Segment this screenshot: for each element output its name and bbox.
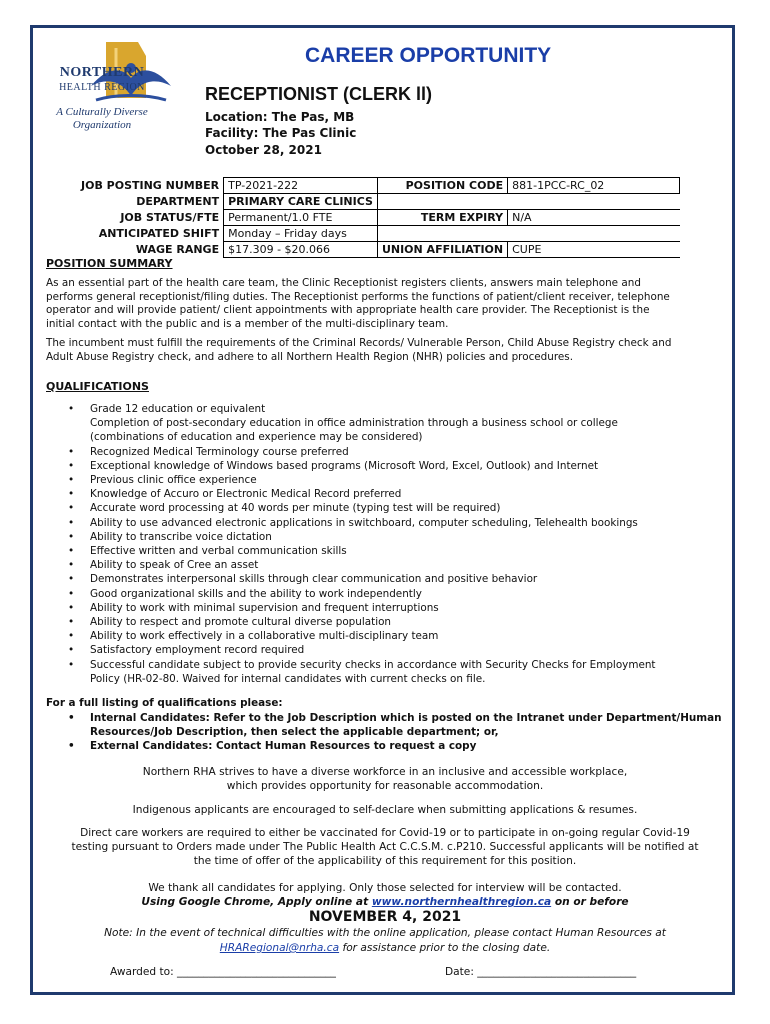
bullet-icon: • <box>68 587 75 600</box>
list-item: • Accurate word processing at 40 words per minute (typing test will be required) <box>68 502 501 515</box>
text-line: Northern RHA strives to have a diverse workforce in an inclusive and accessible workplace, <box>142 766 628 778</box>
bullet-icon: • <box>68 601 75 614</box>
posting-date: October 28, 2021 <box>205 143 322 157</box>
date-field: Date: ______________________________ <box>445 966 637 978</box>
job-posting-number-label: JOB POSTING NUMBER <box>81 179 220 192</box>
shift: Monday – Friday days <box>224 226 378 242</box>
full-listing-list <box>46 711 726 753</box>
term-expiry: N/A <box>508 210 680 226</box>
union: CUPE <box>508 242 680 258</box>
bullet-icon: • <box>68 445 75 458</box>
thanks-statement: We thank all candidates for applying. Only those selected for interview will be contacted. <box>148 882 622 894</box>
list-item: • Previous clinic office experience <box>68 474 257 487</box>
bullet-icon: • <box>68 530 75 543</box>
diversity-statement <box>40 765 730 793</box>
summary-paragraph-2 <box>46 337 726 364</box>
text-line: which provides opportunity for reasonable accommodation. <box>226 780 544 792</box>
bullet-icon: • <box>68 559 75 572</box>
list-item: • Effective written and verbal communication skills <box>68 545 347 558</box>
technical-note: Note: In the event of technical difficulties with the online application, please contact Human Resources at HRARegional@nrha.ca for assistance prior to the closing date. <box>40 926 730 956</box>
bullet-icon: • <box>68 545 75 558</box>
org-name: NORTHERN <box>59 65 145 80</box>
bullet-icon: • <box>68 644 75 657</box>
list-item: • Internal Candidates: Refer to the Job Description which is posted on the Intranet under Department/Human <box>68 712 722 724</box>
bullet-icon: • <box>68 573 75 586</box>
list-item: • Ability to speak of Cree an asset <box>68 559 259 572</box>
bullet-icon: • <box>68 740 75 752</box>
text-line: testing pursuant to Orders made under The Public Health Act C.C.S.M. c.P210. Successful applicants will be notified at <box>71 841 699 853</box>
qualifications-list <box>46 402 726 686</box>
qualifications-heading: QUALIFICATIONS <box>46 380 149 393</box>
shift-label: ANTICIPATED SHIFT <box>98 227 220 240</box>
text-line: Note: In the event of technical difficulties with the online application, please contact Human Resources at <box>104 927 666 939</box>
page-title: CAREER OPPORTUNITY <box>305 44 552 67</box>
awarded-to-field: Awarded to: ______________________________ <box>110 966 336 978</box>
department-label: DEPARTMENT <box>136 195 220 208</box>
bullet-icon: • <box>68 630 75 643</box>
list-item: • Recognized Medical Terminology course preferred <box>68 445 349 458</box>
bullet-icon: • <box>68 516 75 529</box>
text-line: operator and will provide patient/ client appointments with appropriate health care provider. The Receptionist is the <box>46 304 650 316</box>
list-item: • Successful candidate subject to provide security checks in accordance with Security Checks for Employment <box>68 658 656 671</box>
bullet-icon: • <box>68 712 75 724</box>
wage-range: $17.309 - $20.066 <box>224 242 378 258</box>
text-line: Adult Abuse Registry check, and adhere to all Northern Health Region (NHR) policies and procedures. <box>46 350 574 363</box>
wage-label: WAGE RANGE <box>135 243 220 256</box>
job-posting-number: TP-2021-222 <box>224 178 378 194</box>
facility: Facility: The Pas Clinic <box>205 126 357 140</box>
list-item: Resources/Job Description, then select the applicable department; or, <box>90 726 499 738</box>
job-status: Permanent/1.0 FTE <box>224 210 378 226</box>
text-line: initial contact with the public and is a member of the multi-disciplinary team. <box>46 317 449 330</box>
tagline-line-2: Organization <box>72 119 132 131</box>
organization-logo <box>68 38 188 158</box>
department: PRIMARY CARE CLINICS <box>224 194 378 210</box>
closing-date: NOVEMBER 4, 2021 <box>308 909 462 925</box>
bullet-icon: • <box>68 616 75 629</box>
bullet-icon: • <box>68 488 75 501</box>
bullet-icon: • <box>68 474 75 487</box>
position-code: 881-1PCC-RC_02 <box>508 178 680 194</box>
bullet-icon: • <box>68 502 75 515</box>
text-line: As an essential part of the health care team, the Clinic Receptionist registers clients, answers main telephone and <box>46 277 641 289</box>
text-line: The incumbent must fulfill the requirements of the Criminal Records/ Vulnerable Person, Child Abuse Registry check and <box>46 337 672 349</box>
list-item: • External Candidates: Contact Human Resources to request a copy <box>68 740 477 752</box>
bullet-icon: • <box>68 658 75 671</box>
bullet-icon: • <box>68 403 75 415</box>
list-item: • Grade 12 education or equivalent <box>68 403 266 415</box>
term-expiry-label: TERM EXPIRY <box>377 210 507 226</box>
list-item: • Ability to work effectively in a collaborative multi-disciplinary team <box>68 630 439 643</box>
list-item: • Exceptional knowledge of Windows based programs (Microsoft Word, Excel, Outlook) and Internet <box>68 459 599 472</box>
apply-instruction: Using Google Chrome, Apply online at www.northernhealthregion.ca on or before <box>141 896 629 908</box>
apply-link[interactable]: www.northernhealthregion.ca <box>371 896 552 908</box>
org-subtitle: HEALTH REGION <box>59 82 145 93</box>
indigenous-statement: Indigenous applicants are encouraged to self-declare when submitting applications & resumes. <box>132 804 638 816</box>
full-listing-heading: For a full listing of qualifications please: <box>46 697 283 709</box>
list-item: • Satisfactory employment record required <box>68 644 305 657</box>
text-line: performs general receptionist/filing duties. The Receptionist performs the functions of patient/client receiver, telephone <box>46 290 670 303</box>
list-item: • Ability to respect and promote cultural diverse population <box>68 616 392 629</box>
job-info-table <box>77 177 680 258</box>
summary-paragraph-1 <box>46 277 726 331</box>
job-status-label: JOB STATUS/FTE <box>120 211 220 224</box>
tagline-line-1: A Culturally Diverse <box>56 106 148 118</box>
bullet-icon: • <box>68 459 75 472</box>
job-title: RECEPTIONIST (CLERK ll) <box>205 84 433 104</box>
list-item: Policy (HR-02-80. Waived for internal candidates with current checks on file. <box>90 672 486 685</box>
list-item: • Demonstrates interpersonal skills through clear communication and positive behavior <box>68 573 538 586</box>
location: Location: The Pas, MB <box>205 110 355 124</box>
position-code-label: POSITION CODE <box>377 178 507 194</box>
text-line: Direct care workers are required to either be vaccinated for Covid-19 or to participate in on-going regular Covid-19 <box>80 827 690 839</box>
list-item: • Knowledge of Accuro or Electronic Medical Record preferred <box>68 488 402 501</box>
list-item: • Ability to work with minimal supervision and frequent interruptions <box>68 601 439 614</box>
text-line: the time of offer of the applicability of this requirement for this position. <box>193 855 577 867</box>
covid-statement <box>40 826 730 868</box>
union-label: UNION AFFILIATION <box>377 242 507 258</box>
list-item: • Ability to transcribe voice dictation <box>68 530 272 543</box>
list-item: • Good organizational skills and the ability to work independently <box>68 587 422 600</box>
hr-email-link[interactable]: HRARegional@nrha.ca <box>219 942 340 954</box>
list-item: Completion of post-secondary education in office administration through a business school or college <box>90 417 618 430</box>
list-item: • Ability to use advanced electronic applications in switchboard, computer scheduling, Telehealth bookings <box>68 516 638 529</box>
list-item: (combinations of education and experience may be considered) <box>90 431 423 444</box>
position-summary-heading: POSITION SUMMARY <box>46 257 173 270</box>
